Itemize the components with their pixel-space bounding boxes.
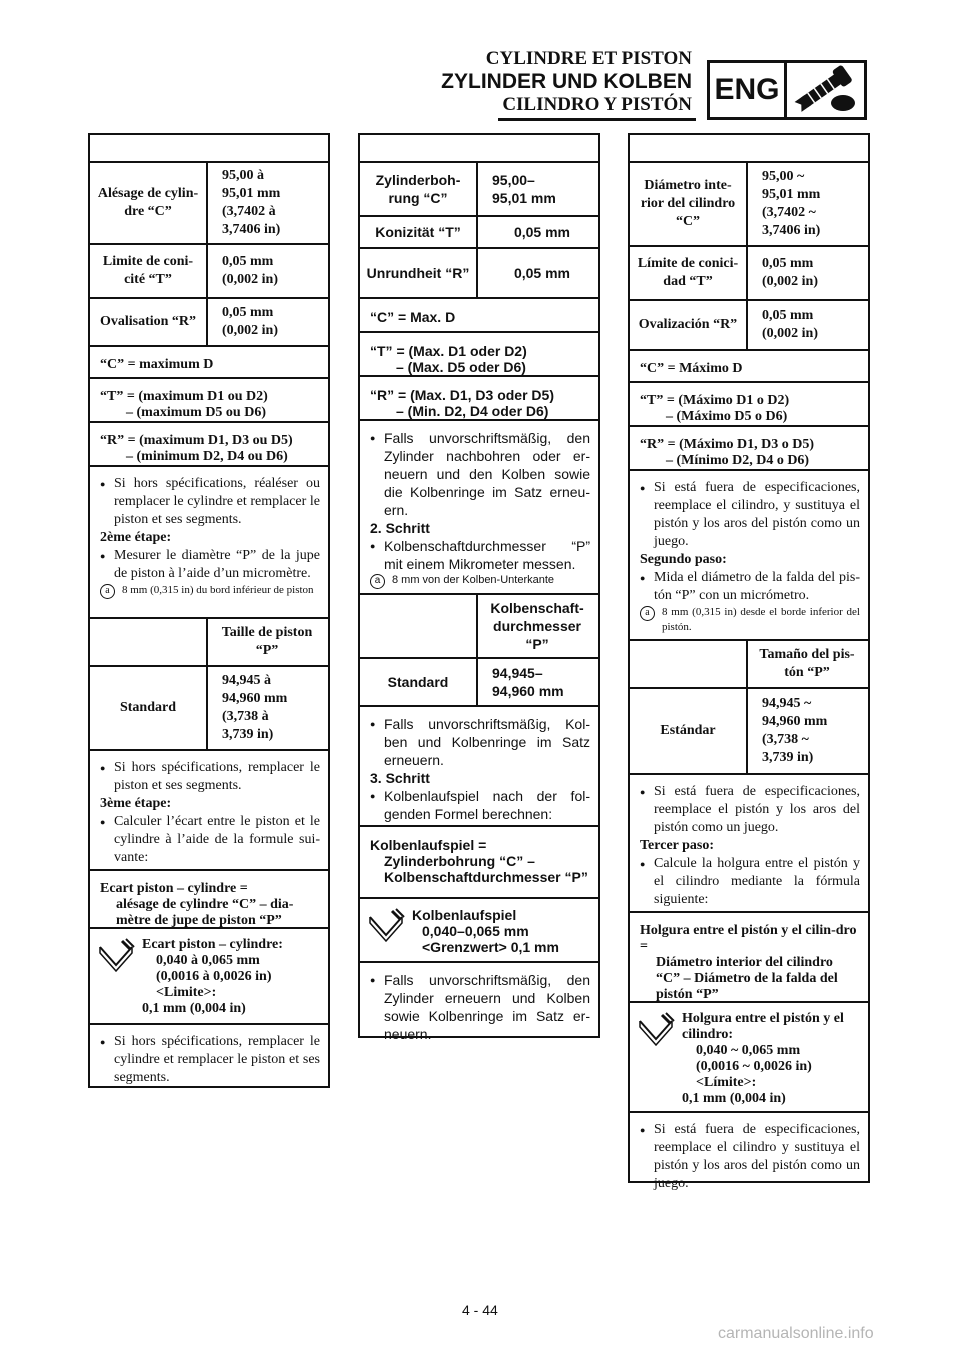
spec-label: Konizität “T” xyxy=(360,217,478,247)
limit-box xyxy=(360,899,598,963)
formula-t xyxy=(90,379,328,423)
limit-title: Ecart piston – cylindre: xyxy=(142,937,283,952)
spec-value: 0,05 mm (0,002 in) xyxy=(762,256,818,289)
clearance-title: Ecart piston – cylindre = xyxy=(100,881,248,896)
column-spanish xyxy=(628,133,870,1191)
bullet-item: ● Si hors spécifications, remplacer le cylindre et remplacer le piston et ses segments. xyxy=(100,1033,320,1087)
formula-t-line1: “T” = (maximum D1 ou D2) xyxy=(100,389,268,404)
bullet-item: ● Falls unvorschriftsmäßig, den Zylinder erneuern und Kolben sowie Kolbenringe im Satz er-neuern. xyxy=(370,971,590,1043)
clearance-formula xyxy=(360,827,598,899)
limit-label: <Limite>: xyxy=(156,985,217,1000)
limit-value: 0,040 à 0,065 mm xyxy=(156,953,260,968)
wrench-hand-icon xyxy=(96,937,142,1013)
spec-row-bore xyxy=(90,163,328,245)
formula-c: “C” = maximum D xyxy=(90,347,328,379)
bullet-item: ● Calculer l’écart entre le piston et le cylindre à l’aide de la formule sui-vante: xyxy=(100,813,320,867)
spec-row-taper xyxy=(630,247,868,301)
column-french xyxy=(88,133,330,1088)
limit-text xyxy=(412,907,590,955)
bullet-item: ● Mida el diámetro de la falda del pis-tón “P” con un micrómetro. xyxy=(640,569,860,605)
limit-text xyxy=(142,937,320,1016)
formula-r-line2: – (Min. D2, D4 oder D6) xyxy=(396,403,549,419)
spec-value: 0,05 mm (0,002 in) xyxy=(762,308,818,341)
limit-title: Kolbenlaufspiel xyxy=(412,907,517,923)
limit-box xyxy=(630,1003,868,1113)
piston-label: Standard xyxy=(360,659,478,705)
step-heading: 2ème étape: xyxy=(100,530,172,545)
bullet-item: ● Si está fuera de especificaciones, reemplace el cilindro y sustituya el pistón y los aros del pistón como un juego. xyxy=(640,1121,860,1193)
header-rule xyxy=(498,118,696,121)
piston-table-header xyxy=(360,595,598,659)
spec-row-out-of-round xyxy=(360,249,598,299)
formula-t-line1: “T” = (Max. D1 oder D2) xyxy=(370,343,527,359)
bullet-item: ● Si está fuera de especificaciones, reemplace el pistón y los aros del pistón como un juego. xyxy=(640,783,860,837)
spec-value: 0,05 mm xyxy=(513,224,571,240)
limit-max: 0,1 mm (0,004 in) xyxy=(142,1001,246,1016)
clearance-expression: Zylinderbohrung “C” – Kolbenschaftdurchmesser “P” xyxy=(384,853,588,885)
instructions-final xyxy=(90,1025,328,1097)
note xyxy=(370,573,590,588)
piston-table-header xyxy=(630,641,868,689)
spec-row-taper xyxy=(90,245,328,299)
formula-r xyxy=(90,423,328,467)
spec-value: 0,05 mm xyxy=(513,265,571,281)
formula-t-line2: – (Max. D5 oder D6) xyxy=(396,359,526,375)
formula-r-line1: “R” = (Max. D1, D3 oder D5) xyxy=(370,387,554,403)
spec-label: Limite de coni-cité “T” xyxy=(90,245,208,297)
formula-r-line1: “R” = (Máximo D1, D3 o D5) xyxy=(640,437,815,452)
note-marker: a xyxy=(100,584,115,599)
spec-row-taper xyxy=(360,217,598,249)
formula-c: “C” = Máximo D xyxy=(630,351,868,383)
limit-label: <Límite>: xyxy=(696,1075,757,1090)
header-title-de: ZYLINDER UND KOLBEN xyxy=(441,70,692,93)
formula-t xyxy=(360,333,598,377)
limit-max: <Grenzwert> 0,1 mm xyxy=(422,939,559,955)
limit-box xyxy=(90,929,328,1025)
spec-label: Límite de conici-dad “T” xyxy=(630,247,748,299)
note-marker: a xyxy=(370,574,385,589)
instructions-final xyxy=(630,1113,868,1203)
column-top-strip xyxy=(360,135,598,163)
limit-value-in: (0,0016 ~ 0,0026 in) xyxy=(696,1059,812,1074)
bullet-item: ● Si está fuera de especificaciones, reemplace el cilindro, y sustituya el pistón y los aros del pistón como un juego. xyxy=(640,479,860,551)
instructions-step-1-2 xyxy=(630,471,868,641)
step-heading: Tercer paso: xyxy=(640,838,715,853)
piston-label: Standard xyxy=(90,667,208,749)
spec-row-bore xyxy=(630,163,868,247)
column-top-strip xyxy=(90,135,328,163)
wrench-hand-icon xyxy=(636,1011,682,1101)
step-heading: 3ème étape: xyxy=(100,796,172,811)
note-text: 8 mm (0,315 in) desde el borde inferior del pistón. xyxy=(662,606,860,633)
instructions-step-1-2 xyxy=(90,467,328,619)
bullet-item: ● Si hors spécifications, remplacer le piston et ses segments. xyxy=(100,759,320,795)
formula-r-line1: “R” = (maximum D1, D3 ou D5) xyxy=(100,433,293,448)
bullet-item: ● Calcule la holgura entre el pistón y el cilindro mediante la fórmula siguiente: xyxy=(640,855,860,909)
piston-value: 94,945 ~ 94,960 mm (3,738 ~ 3,739 in) xyxy=(762,696,828,765)
limit-text xyxy=(682,1011,860,1106)
spec-label: Zylinderboh-rung “C” xyxy=(360,163,478,215)
note-text: 8 mm von der Kolben-Unterkante xyxy=(392,574,555,586)
spec-label: Ovalización “R” xyxy=(630,301,748,349)
column-top-strip xyxy=(630,135,868,163)
instructions-final xyxy=(360,963,598,1053)
formula-t-line2: – (Máximo D5 o D6) xyxy=(666,409,788,424)
piston-table-row xyxy=(90,667,328,751)
page-number: 4 - 44 xyxy=(462,1302,498,1318)
step-heading: 3. Schritt xyxy=(370,770,430,786)
spec-label: Alésage de cylin-dre “C” xyxy=(90,163,208,243)
spec-label: Diámetro inte-rior del cilindro “C” xyxy=(630,163,748,245)
bullet-item: ● Kolbenlaufspiel nach der fol-genden Formel berechnen: xyxy=(370,787,590,823)
limit-value: 0,040 ~ 0,065 mm xyxy=(696,1043,801,1058)
piston-table-row xyxy=(630,689,868,775)
piston-value: 94,945 à 94,960 mm (3,738 à 3,739 in) xyxy=(222,673,288,742)
bullet-item: ● Falls unvorschriftsmäßig, den Zylinder nachbohren oder er-neuern und den Kolben sowie die Kolbenringe im Satz erneu-ern. xyxy=(370,429,590,519)
limit-value: 0,040–0,065 mm xyxy=(422,923,529,939)
spec-row-out-of-round xyxy=(90,299,328,347)
column-german xyxy=(358,133,600,1042)
clearance-expression: alésage de cylindre “C” – dia-mètre de jupe de piston “P” xyxy=(116,897,294,928)
formula-r-line2: – (Mínimo D2, D4 o D6) xyxy=(666,453,810,468)
formula-c: “C” = Max. D xyxy=(360,299,598,333)
clearance-formula xyxy=(90,871,328,929)
step-heading: Segundo paso: xyxy=(640,552,727,567)
spec-row-bore xyxy=(360,163,598,217)
bullet-item: ● Falls unvorschriftsmäßig, Kol-ben und Kolbenringe im Satz erneuern. xyxy=(370,715,590,769)
formula-r xyxy=(630,427,868,471)
clearance-expression: Diámetro interior del cilindro “C” – Diámetro de la falda del pistón “P” xyxy=(656,955,838,1002)
piston-size-header: Kolbenschaft-durchmesser “P” xyxy=(490,600,584,652)
bullet-item: ● Si hors spécifications, réaléser ou remplacer le cylindre et remplacer le piston et ses segments. xyxy=(100,475,320,529)
section-badge: ENG xyxy=(707,60,787,120)
limit-value-in: (0,0016 à 0,0026 in) xyxy=(156,969,272,984)
instructions-step-1-2 xyxy=(360,421,598,595)
spec-value: 0,05 mm (0,002 in) xyxy=(222,254,278,287)
watermark: carmanualsonline.info xyxy=(718,1325,874,1342)
header-title-es: CILINDRO Y PISTÓN xyxy=(502,94,692,115)
spec-label: Ovalisation “R” xyxy=(90,299,208,345)
piston-label: Estándar xyxy=(630,689,748,773)
step-heading: 2. Schritt xyxy=(370,520,430,536)
formula-t-line2: – (maximum D5 ou D6) xyxy=(126,405,266,420)
instructions-step-3 xyxy=(90,751,328,871)
spec-value: 95,00 ~ 95,01 mm (3,7402 ~ 3,7406 in) xyxy=(762,169,821,238)
formula-r-line2: – (minimum D2, D4 ou D6) xyxy=(126,449,288,464)
engine-wrench-icon xyxy=(787,60,867,120)
spec-value: 0,05 mm (0,002 in) xyxy=(222,305,278,338)
spec-label: Unrundheit “R” xyxy=(360,249,478,297)
clearance-title: Holgura entre el pistón y el cilin-dro = xyxy=(640,923,857,954)
note xyxy=(640,605,860,635)
limit-max: 0,1 mm (0,004 in) xyxy=(682,1091,786,1106)
piston-value: 94,945– 94,960 mm xyxy=(492,665,564,699)
bullet-item: ● Mesurer le diamètre “P” de la jupe de piston à l’aide d’un micromètre. xyxy=(100,547,320,583)
header-title-fr: CYLINDRE ET PISTON xyxy=(485,48,692,69)
clearance-title: Kolbenlaufspiel = xyxy=(370,837,487,853)
formula-t-line1: “T” = (Máximo D1 o D2) xyxy=(640,393,790,408)
spec-value: 95,00– 95,01 mm xyxy=(492,172,556,206)
formula-r xyxy=(360,377,598,421)
piston-table-header xyxy=(90,619,328,667)
spec-value: 95,00 à 95,01 mm (3,7402 à 3,7406 in) xyxy=(222,168,281,237)
note xyxy=(100,583,320,598)
piston-table-row xyxy=(360,659,598,707)
note-marker: a xyxy=(640,606,655,621)
wrench-hand-icon xyxy=(366,907,412,951)
instructions-step-3 xyxy=(360,707,598,827)
instructions-step-3 xyxy=(630,775,868,913)
piston-size-header: Tamaño del pis-tón “P” xyxy=(759,647,855,680)
clearance-formula xyxy=(630,913,868,1003)
bullet-item: ● Kolbenschaftdurchmesser “P” mit einem Mikrometer messen. xyxy=(370,537,590,573)
spec-row-out-of-round xyxy=(630,301,868,351)
piston-size-header: Taille de piston “P” xyxy=(221,625,313,658)
note-text: 8 mm (0,315 in) du bord inférieur de piston xyxy=(122,584,314,596)
formula-t xyxy=(630,383,868,427)
limit-title: Holgura entre el pistón y el cilindro: xyxy=(682,1011,844,1042)
